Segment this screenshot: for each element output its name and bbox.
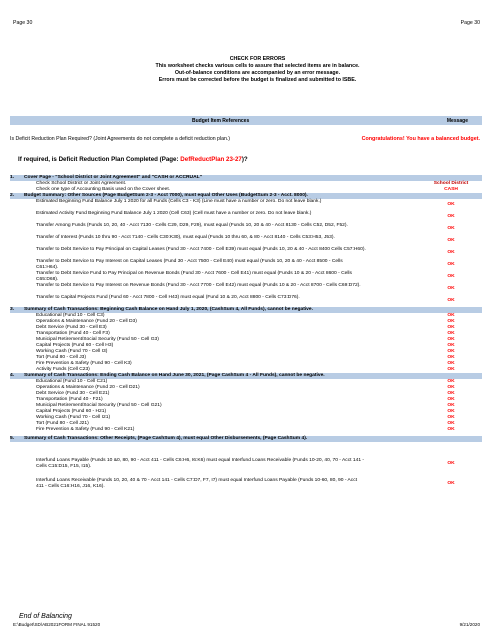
row-status: OK xyxy=(447,361,455,366)
row-text: Debt Service (Fund 30 - Cell E21) xyxy=(36,391,110,396)
check-row xyxy=(10,478,482,490)
row-text: Debt Service (Fund 30 - Cell E3) xyxy=(36,325,107,330)
row-status: OK xyxy=(447,214,455,219)
deficit-plan-question xyxy=(18,156,248,163)
row-status: OK xyxy=(447,298,455,303)
row-status: OK xyxy=(447,226,455,231)
row-status: OK xyxy=(447,415,455,420)
row-status: OK xyxy=(447,421,455,426)
row-status: OK xyxy=(447,325,455,330)
row-text: Capital Projects (Fund 60 - H21) xyxy=(36,409,107,414)
row-text: Transfer to Capital Projects Fund (Fund 60 - Acct 7800 - Cell H43) must equal (Fund 10 & 20, Acct 8800 - Cells C73:D76). xyxy=(36,295,300,300)
row-text: Transportation (Fund 40 - Cell F3) xyxy=(36,331,110,336)
row-status: OK xyxy=(447,202,455,207)
deficit-plan-ref: DefReductPlan 23-27 xyxy=(180,156,242,163)
check-row xyxy=(10,427,482,433)
check-row xyxy=(10,211,482,223)
row-number: 2. xyxy=(10,193,15,198)
row-status: OK xyxy=(447,319,455,324)
row-status: OK xyxy=(447,355,455,360)
row-status: OK xyxy=(447,331,455,336)
header-line-2: Out-of-balance conditions are accompanied by an error message. xyxy=(174,70,341,76)
row-number: 1. xyxy=(10,175,15,180)
check-row xyxy=(10,283,482,295)
row-text: Capital Projects (Fund 60 - Cell H3) xyxy=(36,343,114,348)
column-references: Budget Item References xyxy=(192,118,250,124)
check-row xyxy=(10,247,482,259)
row-status: OK xyxy=(447,481,455,486)
row-status: OK xyxy=(447,367,455,372)
row-status: OK xyxy=(447,262,455,267)
row-status: OK xyxy=(447,250,455,255)
check-row xyxy=(10,271,482,283)
deficit-answer: Congratulations! You have a balanced budget. xyxy=(361,136,480,142)
row-text: Municipal Retirement/Social Security (Fund 50 - Cell G3) xyxy=(36,337,159,342)
row-text: Interfund Loans Payable (Funds 10 &0, 80, 90 - Acct 411 - Cells C6:H6, I6:K6) must equal Interfund Loans Receivable (Funds 10-20, 40, 70 - Acct 141 - Cells C15:D15, F15, I15). xyxy=(36,458,365,469)
row-text: Budget Summary: Other Sources (Page BudgetSum 2-3 - Acct 7000), must equal Other Uses (BudgetSum 2-3 - Acct. 8000). xyxy=(24,193,308,198)
row-number: 3. xyxy=(10,307,15,312)
row-text: Fire Prevention & Safety (Fund 90 - Cell K3) xyxy=(36,361,132,366)
row-text: Summary of Cash Transactions: Ending Cash Balance on Hand June 30, 2021, (Page CashSum 4 - All Funds), cannot be negative. xyxy=(24,373,325,378)
row-text: Transfer to Debt Service to Pay Principal on Capital Leases (Fund 30 - Acct 7400 - Cell E39) must equal (Funds 10, 20 & 40 - Acct 8400 Cells C57:H60). xyxy=(36,247,366,252)
check-row xyxy=(10,295,482,307)
row-status: OK xyxy=(447,397,455,402)
row-text: Operations & Maintenance (Fund 20 - Cell D3) xyxy=(36,319,137,324)
row-text: Summary of Cash Transactions: Other Receipts, (Page CashSum 4), must equal Other Disbursements, (Page CashSum 4). xyxy=(24,436,308,441)
row-text: Working Cash (Fund 70 - Cell I3) xyxy=(36,349,108,354)
row-status: School District xyxy=(433,181,469,186)
row-text: Tort (Fund 80 - Cell J21) xyxy=(36,421,89,426)
row-text: Interfund Loans Receivable (Funds 10, 20, 40 & 70 - Acct 141 - Cells C7:D7, F7, I7) must equal Interfund Loans Payable (Funds 10-60, 80, 90 - Acct 411 - Cells C16:H16, J16, K16). xyxy=(36,478,358,489)
row-status: OK xyxy=(447,274,455,279)
row-status: OK xyxy=(447,403,455,408)
check-row xyxy=(10,235,482,247)
check-for-errors-header xyxy=(141,56,374,84)
page-number-left: Page 30 xyxy=(13,20,33,26)
row-number: 4. xyxy=(10,373,15,378)
row-text: Transfer to Debt Service Fund to Pay Principal on Revenue Bonds (Fund 30 - Acct 7600 - Cell E41) must equal (Funds 10 & 20 - Acct 8600 - Cells C65:D68). xyxy=(36,271,352,282)
footer-path: E:\Budget\SD\AB2021FORM FINAL 91520 xyxy=(13,622,101,627)
header-line-3: Errors must be corrected before the budget is finalized and submitted to ISBE. xyxy=(158,77,357,83)
row-text: Tort (Fund 80 - Cell J3) xyxy=(36,355,87,360)
check-row xyxy=(10,458,482,470)
column-header-bar xyxy=(10,116,482,125)
row-status: OK xyxy=(447,343,455,348)
row-text: Transfer to Debt Service to Pay Interest on Capital Leases (Fund 30 - Acct 7500 - Cell E40) must equal (Funds 10, 20 & 40 - Acct 8500 - Cells C61:H64). xyxy=(36,259,343,270)
row-text: Check School District or Joint Agreement. xyxy=(36,181,127,186)
row-status: OK xyxy=(447,286,455,291)
row-text: Operations & Maintenance (Fund 20 - Cell D21) xyxy=(36,385,140,390)
row-status: OK xyxy=(447,409,455,414)
row-status: OK xyxy=(447,391,455,396)
row-text: Activity Funds (Cell C23) xyxy=(36,367,90,372)
row-text: Estimated Beginning Fund Balance July 1 2020 for all Funds (Cells C3 - K3) (Line must have a number or zero. Do not leave blank.) xyxy=(36,199,322,204)
check-row xyxy=(10,199,482,211)
row-text: Municipal Retirement/Social Security (Fund 50 - Cell G21) xyxy=(36,403,162,408)
row-text: Transfer Among Funds (Funds 10, 20, 40 - Acct 7130 - Cells C29, D29, F29), must equal (Funds 10, 20 & 40 - Acct 8130 - Cells C52, D52, F52). xyxy=(36,223,348,228)
deficit-question: Is Deficit Reduction Plan Required? (Joint Agreements do not complete a deficit reduction plan.) xyxy=(10,136,231,142)
row-text: Educational (Fund 10 - Cell C3) xyxy=(36,313,105,318)
section-row xyxy=(10,436,482,442)
header-title: CHECK FOR ERRORS xyxy=(229,56,286,62)
row-text: Fire Prevention & Safety (Fund 90 - Cell K21) xyxy=(36,427,135,432)
row-text: Estimated Activity Fund Beginning Fund Balance July 1 2020 (Cell C63) (Cell must have a number or zero. Do not leave blank.) xyxy=(36,211,312,216)
row-status: CASH xyxy=(444,187,458,192)
row-text: Summary of Cash Transactions: Beginning Cash Balance on Hand July 1, 2020, (CashSum 4, All Funds), cannot be negative. xyxy=(24,307,313,312)
row-status: OK xyxy=(447,337,455,342)
row-text: Cover Page - "School District or Joint Agreement" and "CASH or ACCRUAL" xyxy=(24,175,202,180)
row-status: OK xyxy=(447,349,455,354)
row-status: OK xyxy=(447,461,455,466)
check-row xyxy=(10,223,482,235)
row-text: Educational (Fund 10 - Cell C21) xyxy=(36,379,108,384)
row-text: Transportation (Fund 40 - F21) xyxy=(36,397,103,402)
page-number-right: Page 30 xyxy=(460,20,480,26)
row-status: OK xyxy=(447,379,455,384)
row-number: 5. xyxy=(10,436,15,441)
row-text: Check one type of Accounting Basis used on the Cover sheet. xyxy=(36,187,171,192)
end-of-balancing: End of Balancing xyxy=(19,613,72,620)
row-status: OK xyxy=(447,385,455,390)
row-text: Transfer of Interest (Funds 10 thru 90 - Acct 7140 - Cells C30:K30), must equal (Funds 10 thru 60, & 80 - Acct 8140 - Cells C53:H53, J53). xyxy=(36,235,335,240)
column-message: Message xyxy=(446,118,468,124)
deficit-plan-suffix: )? xyxy=(241,156,248,163)
footer-date: 9/21/2020 xyxy=(459,622,480,627)
row-status: OK xyxy=(447,427,455,432)
deficit-plan-prefix: If required, is Deficit Reduction Plan Completed (Page: xyxy=(18,156,179,163)
row-status: OK xyxy=(447,238,455,243)
row-status: OK xyxy=(447,313,455,318)
check-row xyxy=(10,259,482,271)
row-text: Transfer to Debt Service to Pay Interest on Revenue Bonds (Fund 30 - Acct 7700 - Cell E42) must equal (Funds 10 & 20 - Acct 8700 - Cells C69:D72). xyxy=(36,283,361,288)
row-text: Working Cash (Fund 70 - Cell I21) xyxy=(36,415,111,420)
header-line-1: This worksheet checks various cells to assure that selected items are in balance. xyxy=(155,63,360,69)
